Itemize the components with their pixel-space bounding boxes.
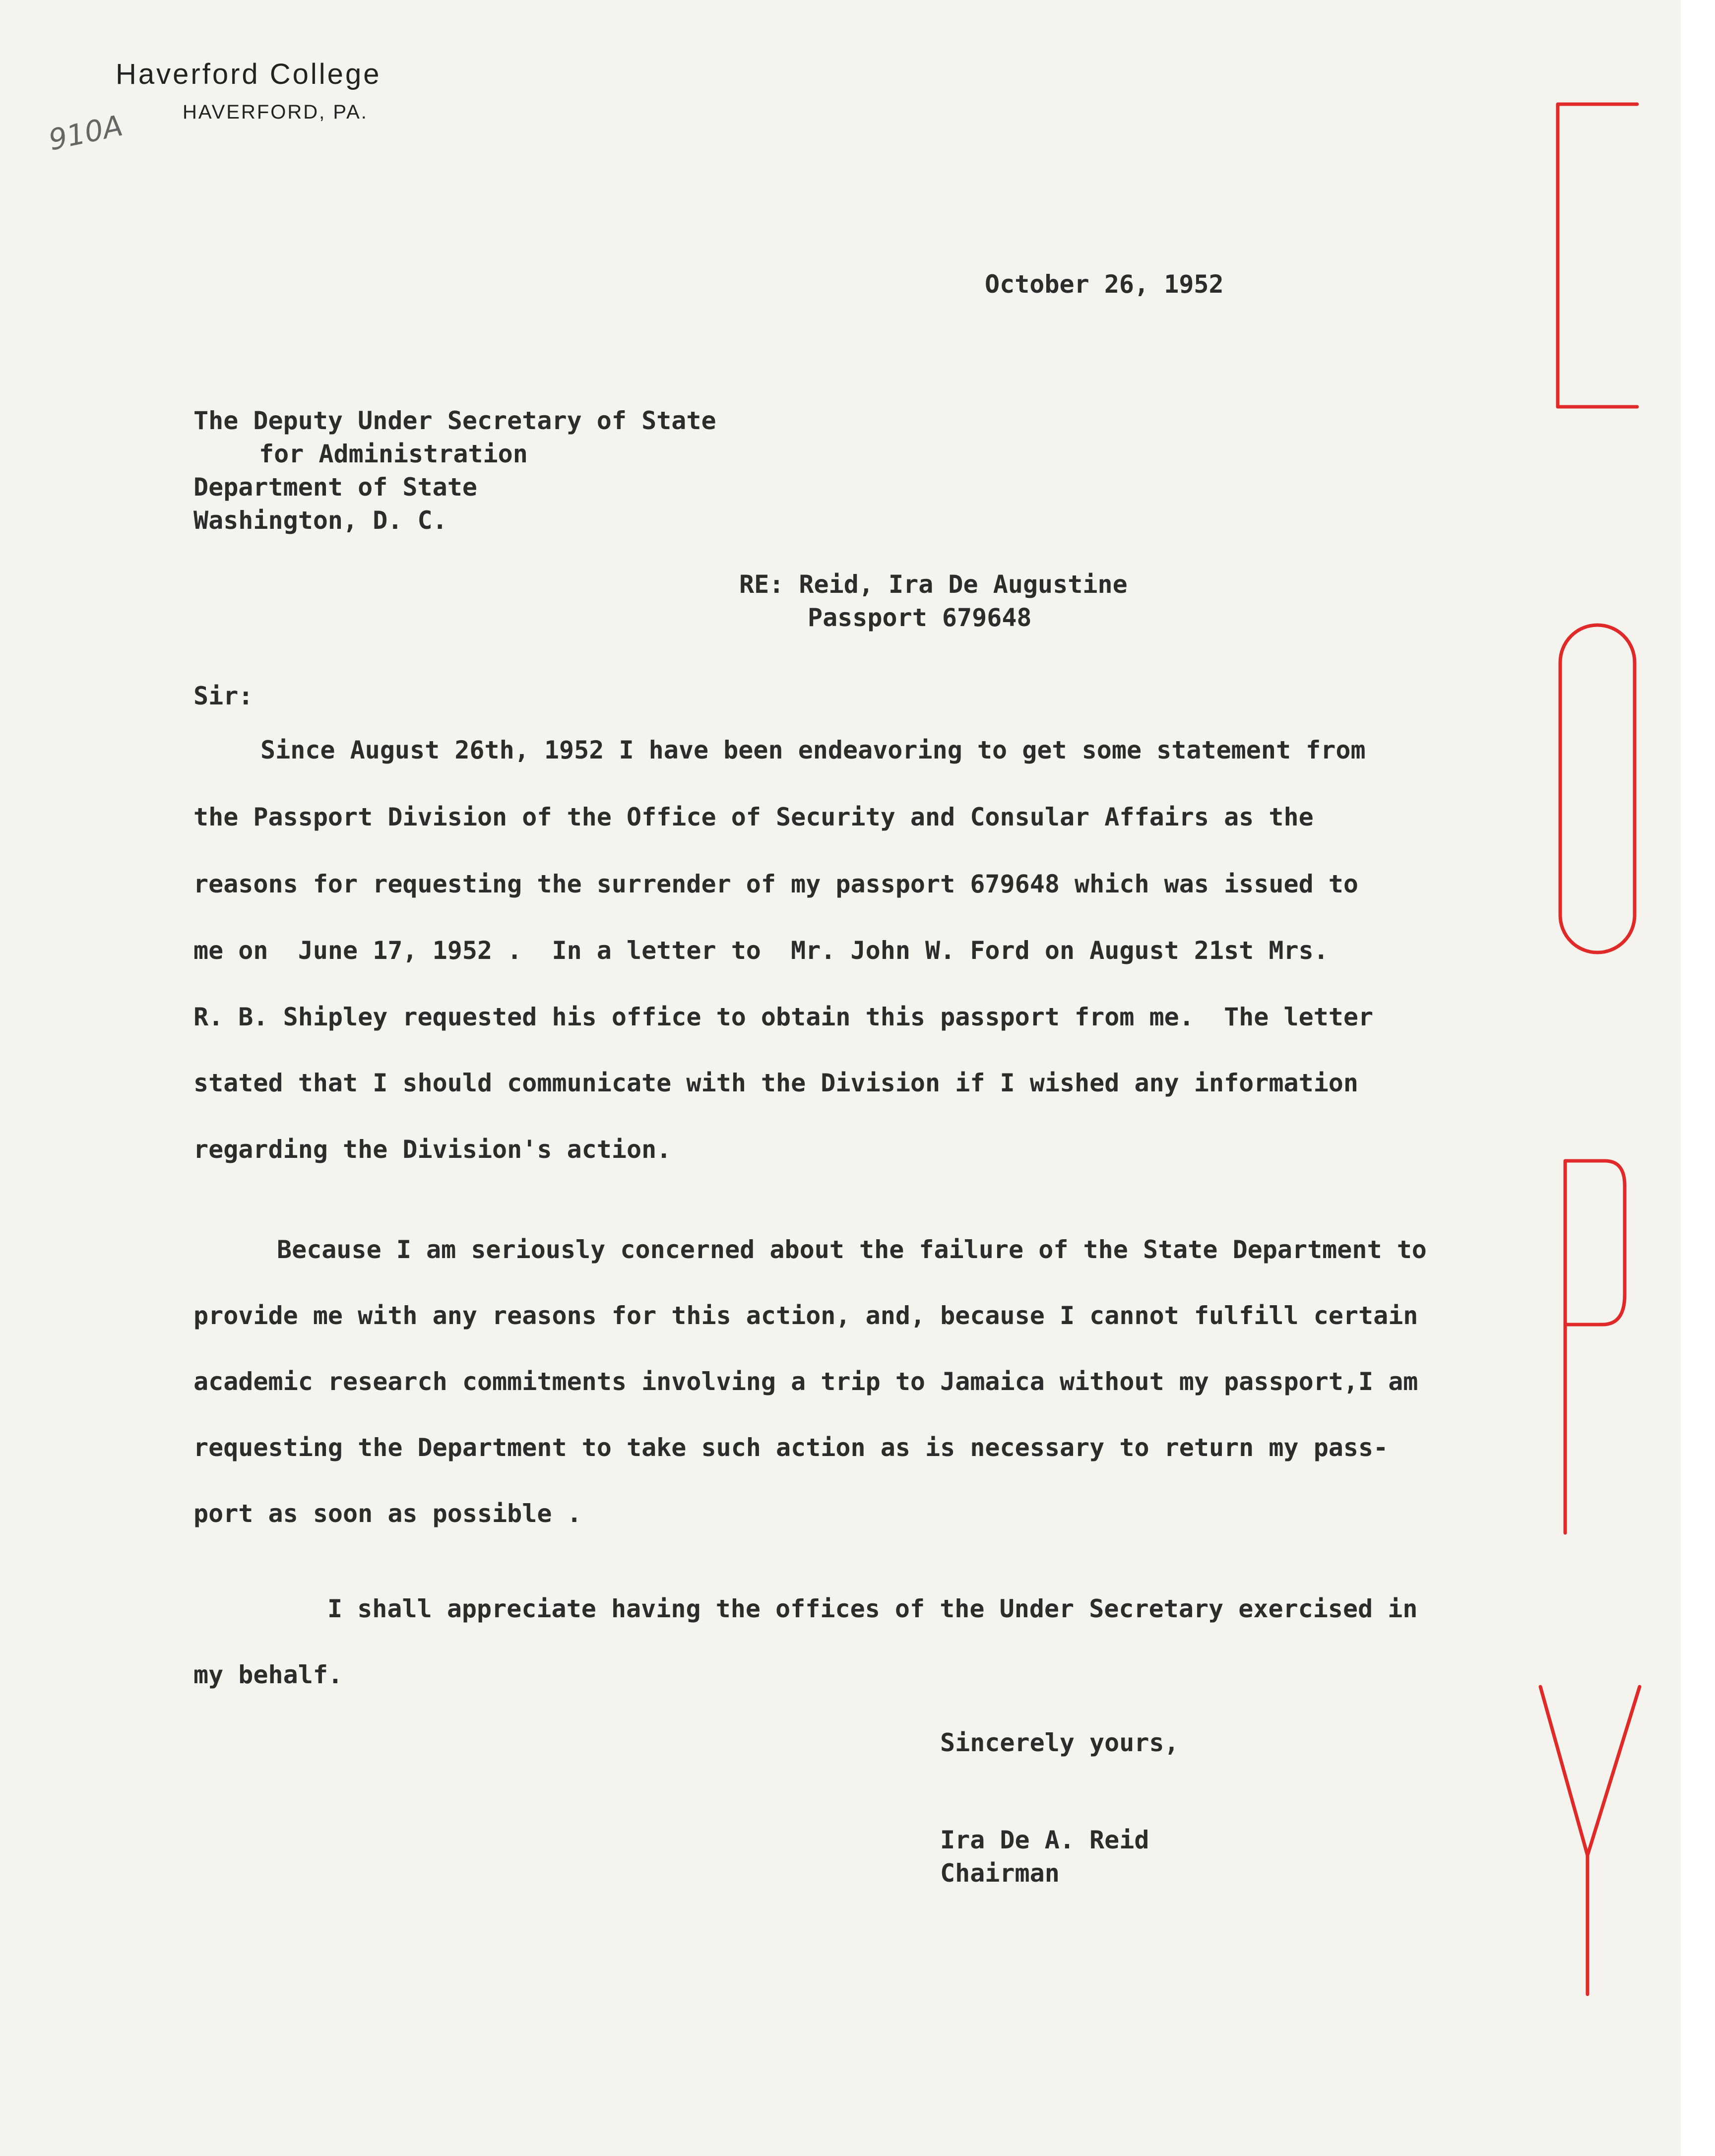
paragraph-1-line: the Passport Division of the Office of Security and Consular Affairs as the: [193, 803, 1314, 831]
closing: Sincerely yours,: [940, 1728, 1179, 1757]
scan-edge: [1681, 0, 1715, 2156]
stamp-letter-o: [1560, 625, 1635, 952]
paragraph-2-line: port as soon as possible .: [193, 1499, 582, 1528]
paragraph-2-line: provide me with any reasons for this action, and, because I cannot fulfill certain: [193, 1301, 1418, 1330]
stamp-letter-c: [1558, 104, 1637, 407]
letter-date: October 26, 1952: [985, 270, 1224, 299]
paragraph-3-line: I shall appreciate having the offices of the Under Secretary exercised in: [327, 1594, 1418, 1623]
salutation: Sir:: [193, 682, 254, 710]
paragraph-1-line: reasons for requesting the surrender of my passport 679648 which was issued to: [193, 870, 1358, 898]
paragraph-1-line: stated that I should communicate with the Division if I wished any information: [193, 1069, 1358, 1097]
recipient-line: for Administration: [259, 440, 528, 468]
paragraph-3-line: my behalf.: [193, 1660, 343, 1689]
recipient-line: Washington, D. C.: [193, 506, 447, 535]
copy-stamp: [1518, 89, 1667, 2014]
paragraph-1-line: Since August 26th, 1952 I have been endeavoring to get some statement from: [260, 736, 1366, 764]
recipient-line: Department of State: [193, 473, 477, 502]
paragraph-1-line: me on June 17, 1952 . In a letter to Mr. John W. Ford on August 21st Mrs.: [193, 936, 1329, 965]
paragraph-2-line: Because I am seriously concerned about the failure of the State Department to: [277, 1235, 1427, 1264]
paragraph-2-line: requesting the Department to take such action as is necessary to return my pass-: [193, 1433, 1389, 1462]
recipient-line: The Deputy Under Secretary of State: [193, 406, 716, 435]
reference-line: RE: Reid, Ira De Augustine: [739, 570, 1128, 599]
paragraph-1-line: R. B. Shipley requested his office to obtain this passport from me. The letter: [193, 1003, 1374, 1031]
letterhead-location: HAVERFORD, PA.: [183, 101, 368, 123]
reference-line: Passport 679648: [808, 603, 1032, 632]
signer-name: Ira De A. Reid: [940, 1826, 1149, 1854]
signer-title: Chairman: [940, 1859, 1060, 1888]
paragraph-2-line: academic research commitments involving a trip to Jamaica without my passport,I am: [193, 1367, 1418, 1396]
paragraph-1-line: regarding the Division's action.: [193, 1135, 672, 1164]
letterhead-institution: Haverford College: [116, 58, 381, 90]
handwritten-annotation: 910A: [46, 108, 126, 157]
stamp-letter-y: [1540, 1687, 1640, 1994]
stamp-letter-p: [1565, 1161, 1625, 1533]
